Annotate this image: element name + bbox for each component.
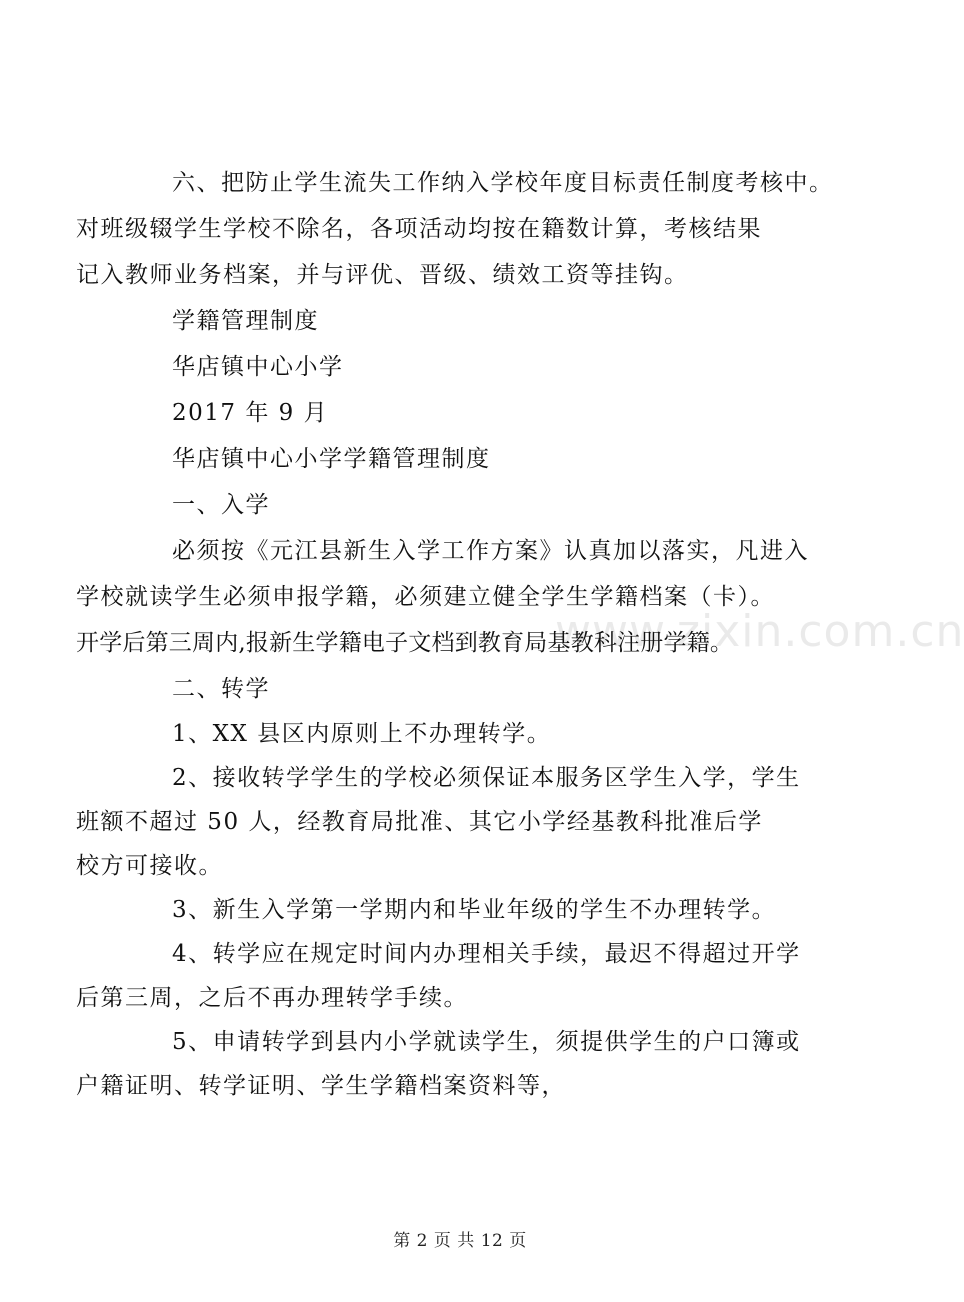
paragraph-enrollment (76, 528, 840, 666)
watermark: www.zixin.com.cn (555, 606, 964, 657)
text-line: 必须按《元江县新生入学工作方案》认真加以落实，凡进入 (172, 538, 809, 564)
document-date (124, 390, 840, 436)
school-name (124, 344, 840, 390)
text-line: 后第三周，之后不再办理转学手续。 (76, 985, 468, 1011)
document-body (76, 160, 840, 1108)
document-title (124, 298, 840, 344)
text-line: 户籍证明、转学证明、学生学籍档案资料等， (76, 1073, 566, 1099)
list-item-transfer-5 (76, 1020, 840, 1108)
text-line: 六、把防止学生流失工作纳入学校年度目标责任制度考核中。 (172, 170, 834, 196)
text-line: 记入教师业务档案，并与评优、晋级、绩效工资等挂钩。 (76, 262, 689, 288)
text-line: 学校就读学生必须申报学籍，必须建立健全学生学籍档案（卡）。 (76, 584, 775, 610)
text-line: 华店镇中心小学 (172, 354, 344, 380)
text-line: 开学后第三周内,报新生学籍电子文档到教育局基教科注册学籍。 (76, 630, 734, 656)
heading-transfer (124, 666, 840, 712)
text-line: 校方可接收。 (76, 853, 223, 879)
list-item-transfer-2 (76, 756, 840, 888)
text-line: 一、入学 (172, 492, 270, 518)
text-line: 1、XX 县区内原则上不办理转学。 (172, 721, 552, 747)
text-line: 华店镇中心小学学籍管理制度 (172, 446, 491, 472)
text-line: 4、转学应在规定时间内办理相关手续，最迟不得超过开学 (172, 941, 801, 967)
list-item-transfer-1 (124, 712, 840, 756)
paragraph-item-6-dropout (76, 160, 840, 298)
list-item-transfer-3 (124, 888, 840, 932)
text-line: 学籍管理制度 (172, 308, 319, 334)
list-item-transfer-4 (76, 932, 840, 1020)
section-title (124, 436, 840, 482)
heading-enrollment (124, 482, 840, 528)
page-number-footer: 第 2 页 共 12 页 (393, 1231, 527, 1251)
text-line: 2、接收转学学生的学校必须保证本服务区学生入学，学生 (172, 765, 801, 791)
text-line: 5、申请转学到县内小学就读学生，须提供学生的户口簿或 (172, 1029, 801, 1055)
text-line: 二、转学 (172, 676, 270, 702)
text-line: 3、新生入学第一学期内和毕业年级的学生不办理转学。 (172, 897, 777, 923)
text-line: 2017 年 9 月 (172, 400, 329, 426)
text-line: 班额不超过 50 人，经教育局批准、其它小学经基教科批准后学 (76, 809, 763, 835)
text-line: 对班级辍学生学校不除名，各项活动均按在籍数计算，考核结果 (76, 216, 762, 242)
